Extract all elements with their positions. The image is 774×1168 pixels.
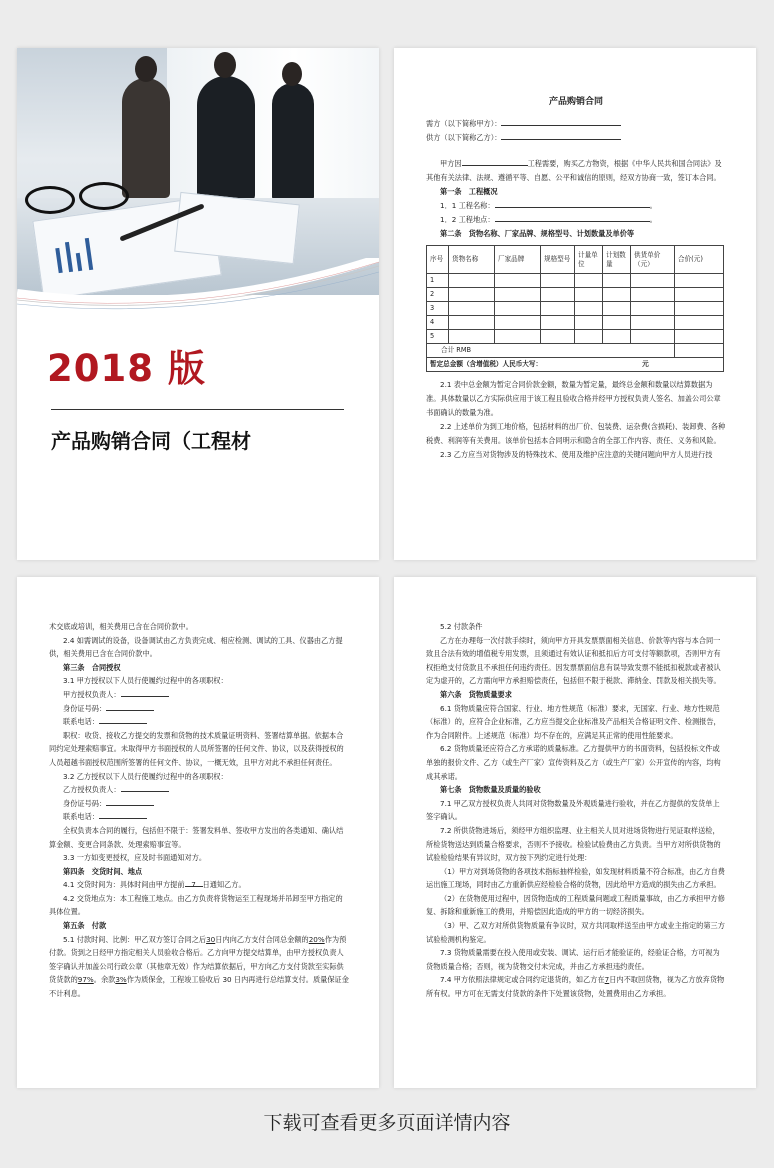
cover-decorative-lines: [17, 258, 379, 318]
project-site-label: 1．2 工程地点：: [440, 215, 495, 224]
table-header-cell: 规格型号: [541, 246, 575, 274]
table-header-cell: 合价(元): [675, 246, 724, 274]
section-2-heading: 第二条 货物名称、厂家品牌、规格型号、计划数量及单价等: [440, 229, 635, 238]
b-rep-label: 乙方授权负责人：: [63, 785, 121, 795]
clause-3-1: 3.1 甲方授权以下人员行使履约过程中的各项职权：: [63, 676, 228, 686]
row-index: 3: [427, 302, 449, 316]
clause-7-2: 7.2 所供货物进场后，须经甲方组织监理、业主相关人员对进场货物进行见证取样送检，所检货物送达到质量合格要求，否则不予接收。检验试验费由乙方负责。当甲方对所供货物的试验检验结果有异议时，双方按下列约定进行处理：: [426, 825, 721, 863]
table-row: [427, 274, 724, 288]
contract-title: 产品购销合同: [548, 97, 603, 107]
clause-7-3: 7.3 货物质量需要在投入使用或安装、调试、运行后才能验证的，经验证合格，方可视为货物质量合格；否则，视为货物交付未完成，并由乙方承担违约责任。: [426, 948, 720, 971]
a-rep-blank[interactable]: [121, 688, 169, 697]
clause-7-2-2: （2）在货物使用过程中，因货物造成的工程质量问题或工程质量事故，由乙方承担甲方修复、拆除和重新施工的费用，并赔偿因此造成的甲方的一切经济损失。: [426, 893, 725, 917]
contract-page-3: [394, 577, 756, 1088]
table-row: [427, 288, 724, 302]
seller-label: 供方（以下简称乙方）：: [426, 133, 502, 142]
clause-7-2-1: （1）甲方对到场货物的各项技术指标抽样检验，如发现材料质量不符合标准，由乙方自费运出施工现场，同时由乙方重新供应经检验合格的货物，因此给甲方造成的损失由乙方承担。: [426, 866, 725, 890]
b-id-label: 身份证号码：: [63, 798, 107, 808]
clause-2-2: 2.2 上述单价为到工地价格，包括材料的出厂价、包装费、运杂费(含损耗)、装卸费、各种税费、利润等有关费用。该单价包括本合同明示和隐含的全部工作内容、责任、义务和风险。: [426, 422, 726, 445]
b-duty: 全权负责本合同的履行，包括但不限于：签署发料单、签收甲方发出的各类通知、确认结算金额、变更合同条款、处理索赔事宜等。: [49, 825, 344, 849]
row-index: 4: [427, 316, 449, 330]
clause-4-1: 4.1 交货时间为：具体时间由甲方提前: [63, 880, 185, 890]
table-row: [427, 330, 724, 344]
retention-percent: 3%: [115, 975, 127, 985]
estimate-unit: 元: [642, 360, 649, 368]
b-rep-blank[interactable]: [121, 783, 169, 792]
page-body: [49, 620, 349, 1001]
contract-page-2: [17, 577, 379, 1088]
payment-percent: 97%: [77, 975, 94, 985]
a-tel-label: 联系电话：: [63, 717, 99, 727]
download-more-link[interactable]: 下载可查看更多页面详情内容: [263, 1112, 511, 1134]
row-index: 1: [427, 274, 449, 288]
clause-5-1: 5.1 付款时间、比例：甲乙双方签订合同之后: [63, 934, 207, 944]
clause-7-2-3: （3）甲、乙双方对所供货物质量有争议时，双方共同取样送至由甲方或业主指定的第三方试验检测机构鉴定。: [426, 921, 725, 944]
b-id-blank[interactable]: [106, 797, 154, 806]
clause-2-4: 2.4 如需调试的设备，设备调试由乙方负责完成、相应检测、调试的工具、仪器由乙方提供，相关费用已含在合同价款中。: [49, 635, 343, 659]
clause-2-3: 2.3 乙方应当对货物涉及的特殊技术、使用及维护应注意的关键问题向甲方人员进行技: [440, 450, 713, 459]
clause-5-2: 5.2 付款条件: [440, 622, 483, 631]
row-index: 5: [427, 330, 449, 344]
table-header-cell: 计量单位: [575, 246, 603, 274]
row-index: 2: [427, 288, 449, 302]
clause-4-2: 4.2 交货地点为：本工程施工地点。由乙方负责将货物运至工程现场并吊卸至甲方指定的具体位置。: [49, 893, 343, 917]
clause-5-1-c: 作为预付款。货到之日经甲方指定相关人员验收合格后。乙方向甲方提交结算单，由甲方授权负责人签字确认并加盖公司行政公章（其他章无效）作为结算依据后，甲方向乙方支付货款至实际供货货款的: [49, 934, 347, 985]
table-row: [427, 316, 724, 330]
pickup-days: 7: [604, 975, 610, 985]
cover-title: 产品购销合同（工程材: [51, 429, 251, 453]
buyer-blank[interactable]: [501, 117, 621, 126]
estimate-label: 暂定总金额（含增值税）人民币大写：: [430, 360, 543, 368]
clause-7-1: 7.1 甲乙双方授权负责人共同对货物数量及外观质量进行验收，并在乙方提供的发货单上签字确认。: [426, 798, 720, 822]
section-4-heading: 第四条 交货时间、地点: [63, 866, 143, 876]
contract-page-1: [394, 48, 756, 560]
table-total-row: [427, 344, 724, 358]
table-header-cell: 序号: [427, 246, 449, 274]
table-estimate-row: [427, 358, 724, 372]
clause-6-2: 6.2 货物质量还应符合乙方承诺的质量标准。乙方提供甲方的书面资料，包括投标文件或单独的报价文件、乙方（或生产厂家）宣传资料及乙方（或生产厂家）公开宣传的内容，均构成其承诺。: [426, 744, 721, 781]
clause-3-2: 3.2 乙方授权以下人员行使履约过程中的各项职权：: [63, 771, 228, 781]
b-tel-blank[interactable]: [99, 810, 147, 819]
clause-5-1-b: 日内向乙方支付合同总金额的: [215, 934, 309, 944]
advance-percent: 20%: [308, 934, 325, 944]
section-7-heading: 第七条 货物数量及质量的验收: [440, 785, 541, 795]
section-3-heading: 第三条 合同授权: [63, 662, 121, 672]
project-name-label: 1．1 工程名称：: [440, 201, 495, 210]
cover-year: 2018 版: [47, 347, 206, 390]
a-id-label: 身份证号码：: [63, 703, 107, 713]
notice-days: 7: [185, 878, 203, 887]
table-header-cell: 货物名称: [449, 246, 495, 274]
intro-text: 工程需要，购买乙方物资，根据《中华人民共和国合同法》及其他有关法律、法规、遵循平等、自愿、公平和诚信的原则，经双方协商一致，签订本合同。: [426, 159, 722, 182]
table-header-cell: 厂家品牌: [495, 246, 541, 274]
a-duty: 职权：收货、接收乙方提交的发票和货物的技术质量证明资料、签署结算单据。依据本合同约定处理索赔事宜。未取得甲方书面授权的人员所签署的任何文件、协议，以及获得授权的人员超越书面授权范围所签署的任何文件、协议，一概无效，且甲方对此不承担任何责任。: [49, 730, 344, 767]
page-body: 产品购销合同 需方（以下简称甲方）： 供方（以下简称乙方）： 甲方因 工程需要，购买乙方物资，根据《中华人民共和国合同法》及其他有关法律、法规、遵循平等、自愿、公平和诚信的原则，经双方协商一致，签订本合同。 第一条 工程概况 1．1 工程名称： 。 1．2 工程地点： 。 第二条 货物名称、厂家品牌、规格型号、计划数量及单价等 序号 货物名称 厂家品牌 规格型号 计量单位 计划数量 供货单价（元） 合价(元) 1 2 3 4 5 合计 RMB 暂定总金额（含增值税）人民币大写： 元 2.1 表中总金额为暂定合同价款金额，数量为暂定量，最终总金额和数量以结算数据为准。具体数量以乙方实际供应用于该工程且验收合格并经甲方授权负责人签名、加盖公司公章书面确认的数量为准。 2.2 上述单价为到工地价格，包括材料的出厂价、包装费、运杂费(含损耗)、装卸费、各种税费、利润等有关费用。该单价包括本合同明示和隐含的全部工作内容、责任、义务和风险。 2.3 乙方应当对货物涉及的特殊技术、使用及维护应注意的关键问题向甲方人员进行技: [426, 95, 726, 462]
a-rep-label: 甲方授权负责人：: [63, 689, 121, 699]
table-row: [427, 302, 724, 316]
b-tel-label: 联系电话：: [63, 812, 99, 822]
intro-prefix: 甲方因: [440, 159, 462, 168]
project-site-blank[interactable]: [495, 213, 650, 222]
cover-page: [17, 48, 379, 560]
clause-7-4: 7.4 甲方依照法律规定或合同约定退货的，如乙方在: [440, 975, 605, 985]
clause-3-3: 3.3 一方如变更授权，应及时书面通知对方。: [63, 853, 207, 863]
buyer-label: 需方（以下简称甲方）：: [426, 119, 502, 128]
clause-5-1-e: 作为质保金，工程竣工验收后 30 日内再进行总结算支付。质量保证金不计利息。: [49, 975, 349, 999]
clause-7-4-end: 日内不取回货物，视为乙方放弃货物所有权。甲方可在无需支付货款的条件下处置该货物，处置费用由乙方承担。: [426, 975, 725, 999]
seller-blank[interactable]: [501, 131, 621, 140]
table-header-cell: 计划数量: [603, 246, 631, 274]
a-tel-blank[interactable]: [99, 715, 147, 724]
clause-4-1-end: 日通知乙方。: [202, 880, 246, 890]
clause-5-1-d: 。余款: [93, 975, 116, 985]
goods-table-header: [427, 246, 724, 274]
cover-divider: [51, 409, 344, 410]
section-1-heading: 第一条 工程概况: [440, 187, 498, 196]
clause-5-2-text: 乙方在办理每一次付款手续时，须向甲方开具发票票面相关信息、价款等内容与本合同一致且合法有效的增值税专用发票，且须通过有效认证和抵扣后方可支付等额款项，否则甲方有权拒绝支付货款且不承担任何违约责任。因发票票面信息有误导致发票不能抵扣税款或者被认定为虚开的，乙方需向甲方承担赔偿责任，包括但不限于税款、滞纳金、罚款及相关损失等。: [426, 635, 721, 686]
clause-2-1: 2.1 表中总金额为暂定合同价款金额，数量为暂定量，最终总金额和数量以结算数据为准。具体数量以乙方实际供应用于该工程且验收合格并经甲方授权负责人签名、加盖公司公章书面确认的数量为准。: [426, 380, 721, 417]
clause-6-1: 6.1 货物质量应符合国家、行业、地方性规范（标准）要求，无国家、行业、地方性规范（标准）的，应符合企业标准，乙方应当提交企业标准及产品相关合格证明文件、检测报告，作为合同附件。上述规范（标准）均不存在的，应满足其正常的使用性能要求。: [426, 703, 721, 740]
total-label: 合计 RMB: [427, 344, 675, 358]
a-id-blank[interactable]: [106, 702, 154, 711]
project-name-blank[interactable]: [495, 199, 650, 208]
project-blank[interactable]: [462, 157, 528, 166]
continued-line: 术交底或培训，相关费用已含在合同价款中。: [49, 622, 193, 631]
page-body: [426, 620, 726, 1001]
table-header-cell: 供货单价（元）: [631, 246, 675, 274]
advance-days: 30: [206, 934, 216, 944]
goods-table: [426, 245, 724, 372]
section-5-heading: 第五条 付款: [63, 921, 107, 931]
section-6-heading: 第六条 货物质量要求: [440, 689, 512, 699]
